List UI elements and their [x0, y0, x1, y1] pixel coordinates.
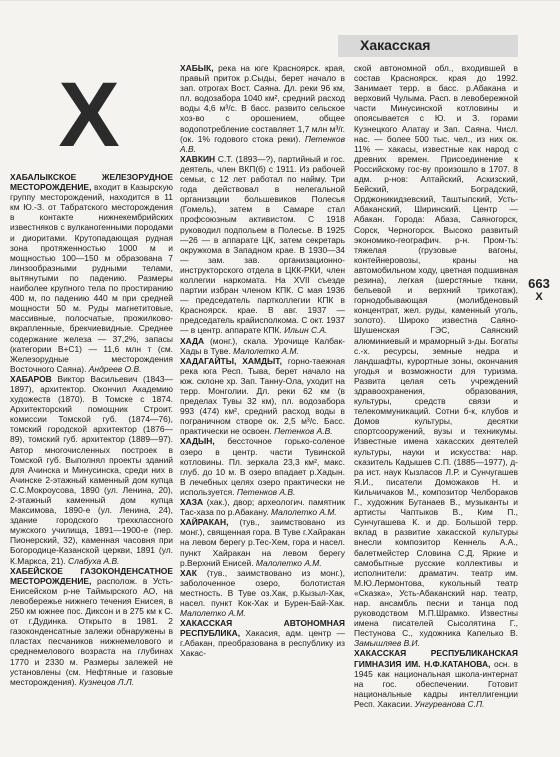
entry-headword: ХАБЫК, — [180, 63, 214, 73]
entry-body: входит в Казырскую группу месторождений, находится в 11 км Ю.-З. от Табратского месторождения в контакте нижнекембрийских известняков с вулканогенными породами и диоритами. Крутопадающая рудная зона протяженностью 1000 м и мощностью 100—150 м образована 7 линзообразными рудными телами, вытянутыми по падению. Размеры наиболее крупного тела по простиранию 400 м, по падению 440 м при средней мощности 50 м. Руды магнетитовые, массивные, полосчатые, прожилково-вкрапленные, брекчиевидные. Среднее содержание железа — 37,2%, запасы (категории В+С1) — 11,6 млн т (см. Железорудные месторождения Восточного Саяна). — [10, 182, 173, 374]
entry-body: горно-таежная река юга Респ. Тыва, берет начало на юж. склоне хр. Зап. Танну-Ола, уходит на терр. Монголии. Дл. реки 62 км (в пределах Тувы 32 км), пл. водозабора 993 (474) км², средний расход воды в пограничном створе ок. 2,5 м³/с. Басс. практически не освоен. — [180, 355, 345, 437]
running-head-title: Хакасская — [360, 37, 431, 53]
entry-author: Малолетко А.М. — [230, 345, 299, 356]
entry-headword: ХАК — [180, 567, 197, 578]
entry-body: бессточное горько-соленое озеро в центр. части Тувинской котловины. Пл. зеркала 23,3 км², макс. глуб. до 10 м. В озеро впадает р.Хадын. В лечебных целях озеро практически не используется. — [180, 436, 345, 497]
entry-body: (тув., заимствовано из монг.), заболоченное озеро, болотистая местность. В Туве оз.Хак, р.Кызыл-Хак, насел. пункт Кок-Хак и Бурен-Бай-Хак. — [180, 567, 345, 608]
entry-author: Андреев О.В. — [86, 363, 142, 374]
dictionary-entry — [10, 374, 173, 566]
page-marker — [524, 276, 554, 303]
dictionary-entry — [180, 497, 345, 517]
dictionary-entry — [180, 63, 345, 154]
section-letter-box — [10, 62, 168, 168]
entry-body: С.Т. (1893—?), партийный и гос. деятель, член ВКП(б) с 1911. Из рабочей семьи, с 12 лет работал по найму. Три года действовал в нелегальной организации большевиков Полесья (Гомель), затем в Самаре стал профсоюзным активистом. С 1918 руководил подпольем в Полесье. В 1925—26 — в аппарате ЦК, затем секретарь окружкома в Западном крае. В 1930—34 — зам. зав. организационно-инструкторского отдела в ЦКК-РКИ, член коллегии наркомата. На XVII съезде партии избран членом КПК. С мая 1936 — председатель партколлегии КПК в Красноярск. крае. В авг. 1937 — председатель крайисполкома. С окт. 1937 — в центр. аппарате КПК. — [180, 153, 345, 336]
entry-body: (монг.), скала. Урочище Калбак-Хады в Туве. — [180, 335, 345, 356]
page-letter: X — [535, 291, 543, 303]
entry-headword: ХАЗА — [180, 497, 204, 508]
column-3 — [354, 63, 518, 709]
entry-author: Малолетко А.М. — [268, 507, 337, 518]
entry-body: (тув., заимствовано из монг.), священная гора. В Туве г.Хайракан на левом берегу р.Тес-Хем, гора и насел. пункт Хайракан на левом берегу р.Верхний Енисей. — [180, 517, 345, 568]
dictionary-entry — [180, 517, 345, 567]
entry-author: Петенков А.В. — [234, 486, 296, 497]
entry-body: (хак.), двор; археологич. памятник Тас-хаза по р.Абакану. — [180, 497, 345, 518]
entry-body: Виктор Васильевич (1843—1897), архитектор. Окончил Академию художеств (1870). В Томске с 1874. Архитекторский помощник Строит. комиссии Томской губ. (1874—76), томский городской архитектор (1876—89), томский губ. архитектор (1889—97). Автор многочисленных построек в Томской губ. Выполнял проекты зданий для Ачинска и Минусинска, среди них в Ачинске 2-этажный каменный дом купца С.С.Мокроусова, 1890 (ул. Ленина, 20), 2-этажный каменный дом купца Максимова, 1890-е (ул. Ленина, 24), здание городского трехклассного мужского училища, 1891—1900-е (пер. Пионерский, 32), каменная часовня при Богородице-Казанской церкви, 1891 (ул. К.Маркса, 21). — [10, 373, 173, 566]
entry-author: Замышляев В.И. — [354, 638, 420, 649]
entry-author: Малолетко А.М. — [180, 608, 246, 619]
entry-body: Хакасия, адм. центр — г.Абакан, преобразована в республику из Хакас- — [180, 628, 345, 659]
dictionary-entry — [180, 336, 345, 356]
dictionary-entry — [180, 436, 345, 497]
page-number: 663 — [528, 276, 550, 291]
entry-headword: ХАБАРОВ — [10, 373, 52, 384]
entry-headword: ХАЙРАКАН, — [180, 517, 229, 528]
entry-author: Малолетко А.М. — [253, 557, 322, 568]
column-2 — [180, 63, 345, 659]
entry-headword: ХАВКИН — [180, 153, 216, 164]
dictionary-entry — [10, 172, 173, 374]
entry-headword: ХАДЫН, — [180, 436, 215, 447]
entry-headword: ХАБЕЙСКОЕ ГАЗОКОНДЕНСАТНОЕ МЕСТОРОЖДЕНИЕ, — [10, 565, 173, 586]
entry-author: Петенков А.В. — [271, 426, 333, 437]
entry-author: Кузнецов Л.Л. — [76, 676, 135, 687]
entry-headword: ХАДА — [180, 335, 205, 346]
entry-author: Петенков А.В. — [180, 133, 345, 154]
section-letter: X — [58, 64, 120, 166]
column-1 — [10, 172, 173, 687]
entry-headword: ХАДАГАЙТЫ, ХАМДЫТ, — [180, 355, 282, 366]
entry-body: река на юге Красноярск. края, правый приток р.Сыды, берет начало в зап. отрогах Вост. Саяна. Дл. реки 96 км, пл. водозабора 1040 км², средний расход воды 4,6 м³/с. В басс. развито сельское хоз-во с орошением, общее водопотребление составляет 1,7 млн м³/г. (ок. 1% годового стока реки). — [180, 63, 345, 144]
entry-author: Унгуреанова С.П. — [412, 698, 485, 709]
entry-body: осн. в 1945 как национальная школа-интернат на гос. обеспечении. Готовит национальные кадры интеллигенции Респ. Хакасии. — [354, 658, 518, 709]
dictionary-entry — [354, 63, 518, 648]
entry-body: располож. в Усть-Енисейском р-не Таймырского АО, на левобережье нижнего течения Енисея, в 250 км южнее пос. Диксон и в 275 км к С. от г.Дудинка. Открыто в 1981. 2 газоконденсатные залежи обнаружены в пластах песчаников нижнемелового и среднемелового возраста на глубинах 1770 и 2330 м. Размеры залежей не установлены (см. Нефтяные и газовые месторождения). — [10, 575, 173, 687]
entry-author: Ильин С.А. — [281, 325, 328, 336]
dictionary-entry — [180, 618, 345, 658]
top-edge — [0, 0, 560, 1]
entry-headword: ХАКАССКАЯ РЕСПУБЛИКАНСКАЯ ГИМНАЗИЯ ИМ. Н.Ф.КАТАНОВА, — [354, 648, 518, 669]
dictionary-entry — [180, 154, 345, 336]
entry-headword: ХАКАССКАЯ АВТОНОМНАЯ РЕСПУБЛИКА, — [180, 618, 345, 639]
entry-headword: ХАБАЛЫКСКОЕ ЖЕЛЕЗОРУДНОЕ МЕСТОРОЖДЕНИЕ, — [10, 172, 173, 193]
entry-author: Слабуха А.В. — [65, 555, 120, 566]
entry-body: ской автономной обл., входившей в состав Красноярск. края до 1992. Занимает терр. в басс. р.Абакана и верховий Чулыма. Расп. в левобережной части Минусинской котловины и опоясывается с Ю. и З. горами Кузнецкого Алатау и Зап. Саяна. Числ. нас. — более 500 тыс. чел., из них ок. 11% — хакасы, известные как народ с древних времен. Присоединение к Российскому гос-ву произошло в 1707. 8 адм. р-нов: Алтайский, Аскизский, Бейский, Боградский, Орджоникидзевский, Таштыпский, Усть-Абаканский, Ширинский. Центр — Абакан. Города: Абаза, Саяногорск, Сорск, Черногорск. Высоко развитый экономико-географич. р-н. Пром-ть: тяжелая (грузовые вагоны, контейнеровозы, краны на автомобильном ходу, цветная подшивная резина), легкая (шерстяные ткани, бельевой и верхний трикотаж), горнодобывающая (молибденовый концентрат, жел. руды, каменный уголь, золото). Широко известна Саяно-Шушенская ГЭС, Саянский алюминиевый и мраморный з-ды. Богаты с.-х. ресурсы, земные недра и ландшафты, курортные зоны, окончания угодья и возможности для туризма. Развита целая сеть учреждений здравоохранения, образования, культуры, средств связи и телекоммуникаций. Сотни б-к, клубов и Домов культуры, десятки спортсооружений, вузы и техникумы. Известные имена хакасских деятелей культуры, науки и искусства: нар. сказитель Кадышев С.П. (1885—1977), д-ра ист. наук Кызласов Л.Р. и Сунчугашев Я.И., писатели Доможаков Н. и Кильчичаков М., композитор Челбораков Г., художник Бутанаев В., музыканты и артисты Чаптыков В., Ким П., Сунчугашева К. и др. Большой терр. вклад в развитие хакасской культуры внесли композитор Кеннель А.А., балетмейстер Словина С.Д. Яркие и самобытные русские коллективы и исполнители: драматич. театр им. М.Ю.Лермонтова, кукольный театр «Сказка», Усть-Абаканский нар. театр, нар. ансамбль песни и танца под руководством М.П.Шрамко. Известны имена писателей Сысолятина Г., Пестунова С., художника Капелько В. — [354, 63, 518, 639]
dictionary-entry — [354, 648, 518, 709]
dictionary-entry — [180, 356, 345, 437]
dictionary-entry — [10, 566, 173, 687]
dictionary-entry — [180, 568, 345, 618]
